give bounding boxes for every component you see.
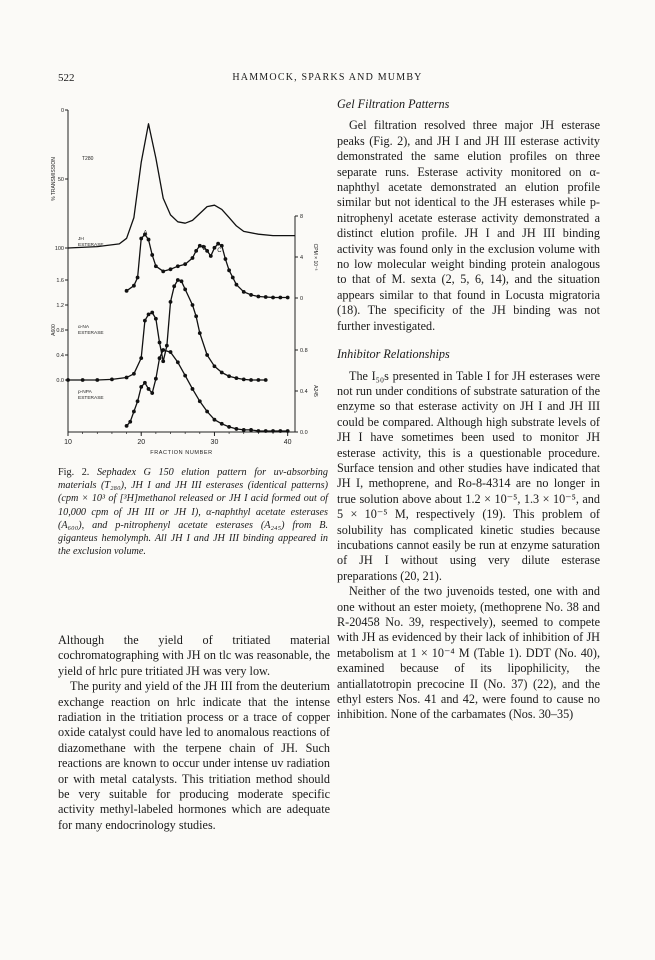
y-tick-label: 0 — [60, 108, 64, 114]
data-point — [249, 428, 253, 432]
elution-chart — [48, 98, 320, 458]
data-point — [176, 360, 180, 364]
data-point — [125, 376, 129, 380]
data-point — [213, 418, 217, 422]
series-label-line1: α-NA — [78, 325, 90, 330]
data-point — [235, 376, 239, 380]
data-point — [286, 429, 290, 433]
data-point — [249, 378, 253, 382]
data-point — [227, 374, 231, 378]
data-point — [191, 303, 195, 307]
right-axis-title: CPM × 10⁻³ — [312, 243, 318, 271]
data-point — [242, 290, 246, 294]
data-point — [209, 254, 213, 258]
data-point — [180, 279, 184, 283]
data-point — [165, 344, 169, 348]
y-tick-label: 0.8 — [300, 348, 308, 354]
data-point — [227, 268, 231, 272]
data-point — [139, 385, 143, 389]
left-axis-title: % TRANSMISSION — [51, 157, 57, 201]
y-tick-label: 0.0 — [300, 430, 308, 436]
series-label-line2: ESTERASE — [78, 243, 104, 248]
series-label-line1: JH — [78, 237, 84, 242]
left-paragraph-2: The purity and yield of the JH III from the deuterium exchange reaction on hrlc indicate that the intense radiation in the tritiation process or a trace of copper oxide catalyst could have led to anomalous reactions of diazomethane with the terpene chain of JH. Such reactions are known to occur under intense uv radiation or with metal catalysts. This tritiation method should be very suitable for producing moderate specific activity methyl-labeled hormones which are adequate for many endocrinology studies. — [58, 679, 330, 832]
data-point — [213, 364, 217, 368]
data-point — [176, 278, 180, 282]
peak-label: A — [143, 230, 148, 237]
series-label-line2: ESTERASE — [78, 396, 104, 401]
caption-lead: Fig. 2. — [58, 467, 90, 478]
right-axis-title: A245 — [312, 385, 318, 397]
data-point — [278, 429, 282, 433]
data-point — [158, 356, 162, 360]
data-point — [205, 410, 209, 414]
figure-2 — [48, 98, 320, 458]
data-point — [125, 289, 129, 293]
left-text-column — [58, 633, 330, 833]
data-point — [169, 267, 173, 271]
data-point — [132, 284, 136, 288]
data-point — [154, 264, 158, 268]
data-point — [256, 295, 260, 299]
data-point — [227, 425, 231, 429]
data-point — [147, 387, 151, 391]
data-point — [224, 257, 228, 261]
y-tick-label: 4 — [300, 255, 304, 261]
data-point — [128, 420, 132, 424]
peak-label: B — [202, 245, 207, 252]
data-point — [194, 249, 198, 253]
page-header — [0, 72, 655, 86]
data-point — [271, 296, 275, 300]
x-tick-label: 30 — [210, 439, 219, 446]
data-point — [169, 350, 173, 354]
data-point — [132, 372, 136, 376]
data-point — [198, 399, 202, 403]
data-point — [183, 374, 187, 378]
running-head: HAMMOCK, SPARKS AND MUMBY — [232, 72, 423, 83]
data-point — [183, 262, 187, 266]
data-point — [125, 424, 129, 428]
section-heading-inhibitor: Inhibitor Relationships — [337, 347, 450, 362]
x-tick-label: 20 — [137, 439, 146, 446]
data-point — [139, 237, 143, 241]
data-point — [154, 377, 158, 381]
caption-body: Sephadex G 150 elution pattern for uv-absorbing materials (T₂₈₀), JH I and JH III esterases (identical patterns) (cpm × 10³ of [³H]methanol released or JH I acid formed out of 10,000 cpm of JH III or JH I), α-naphthyl acetate esterases (A₆₀₀), and p-nitrophenyl acetate esterases (A₂₄₅) from B. giganteus hemolymph. All JH I and JH III binding appeared in the exclusion volume. — [58, 467, 328, 558]
data-point — [249, 293, 253, 297]
data-point — [150, 253, 154, 257]
gel-filtration-paragraph: Gel filtration resolved three major JH esterase peaks (Fig. 2), and JH I and JH III esterase activity demonstrated the same elution profiles on three separate runs. Esterase activity monitored on α-naphthyl acetate demonstrated an elution profile similar but not identical to the JH esterases while p-nitrophenyl acetate esterase activity demonstrated a distinct elution profile. JH I and JH III binding activity was found only in the exclusion volume with no low molecular weight binding protein analogous to that of M. sexta (2, 5, 6, 14), and the situation appears similar to that found in Locusta migratoria (18). The specificity of the JH binding was not further investigated. — [337, 118, 600, 333]
y-tick-label: 0.4 — [56, 353, 64, 359]
y-tick-label: 1.6 — [56, 278, 64, 284]
right-text-column — [337, 97, 600, 723]
data-point — [132, 410, 136, 414]
data-point — [278, 296, 282, 300]
data-point — [154, 317, 158, 321]
data-point — [213, 246, 217, 250]
data-point — [161, 269, 165, 273]
y-tick-label: 8 — [300, 214, 304, 220]
data-point — [264, 378, 268, 382]
x-axis-label: FRACTION NUMBER — [150, 450, 213, 456]
left-paragraph-1: Although the yield of tritiated material cochromatographing with JH on tlc was reasonable, the yield of hrlc pure tritiated JH was very low. — [58, 633, 330, 678]
data-point — [264, 429, 268, 433]
data-point — [158, 341, 162, 345]
data-point — [220, 371, 224, 375]
data-point — [81, 378, 85, 382]
page-number: 522 — [58, 72, 75, 84]
data-point — [191, 387, 195, 391]
data-point — [271, 429, 275, 433]
data-point — [147, 238, 151, 242]
figure-caption — [58, 466, 328, 558]
data-point — [143, 381, 147, 385]
series-line-3 — [127, 350, 288, 431]
series-label-t280: T280 — [82, 156, 94, 162]
data-point — [242, 377, 246, 381]
y-tick-label: 0.4 — [300, 389, 308, 395]
left-axis-title: A600 — [51, 324, 57, 336]
series-label-line1: p-NPA — [78, 390, 92, 395]
y-tick-label: 0.0 — [56, 378, 64, 384]
data-point — [235, 283, 239, 287]
y-tick-label: 0 — [300, 296, 304, 302]
data-point — [183, 287, 187, 291]
data-point — [169, 300, 173, 304]
data-point — [205, 353, 209, 357]
data-point — [150, 311, 154, 315]
data-point — [216, 242, 220, 246]
data-point — [161, 359, 165, 363]
data-point — [256, 378, 260, 382]
data-point — [136, 399, 140, 403]
data-point — [198, 331, 202, 335]
inhibitor-paragraph-1: The I₅₀s presented in Table I for JH esterases were not run under conditions of substrate saturation of the enzyme so that esterase activity on JH I and JH III could be compared. Although high substrate levels of JH I have sometimes been used to monitor JH esterase activity, this is a questionable procedure. Surface tension and other studies have indicated that JH I, methoprene, and Ro-8-4314 are no longer in true solution above about 1.2 × 10⁻⁵, 1.3 × 10⁻⁵, and 5 × 10⁻⁵ M, respectively (19). This problem of solubility has complicated kinetic studies because incubations cannot easily be run at enzyme saturation of JH I without using very dilute esterase preparations (20, 21). — [337, 368, 600, 583]
data-point — [198, 244, 202, 248]
data-point — [95, 378, 99, 382]
series-line-2 — [68, 280, 266, 380]
section-heading-gel-filtration: Gel Filtration Patterns — [337, 97, 450, 111]
data-point — [110, 377, 114, 381]
y-tick-label: 1.2 — [56, 303, 64, 309]
x-tick-label: 40 — [283, 439, 292, 446]
data-point — [235, 427, 239, 431]
inhibitor-paragraph-2: Neither of the two juvenoids tested, one with and one without an ester moiety, (methoprene No. 38 and R-20458 No. 39, respectively), seemed to compete with JH as evidenced by their lack of inhibition of JH metabolism at 1 × 10⁻⁴ M (Table 1). DDT (No. 40), examined because of its lipophilicity, the antiallatotropin precocine II (No. 37) (22), and the ethyl esters Nos. 41 and 42, were found to cause no inhibition. None of the carbamates (Nos. 30–35) — [337, 584, 600, 722]
data-point — [139, 356, 143, 360]
data-point — [286, 296, 290, 300]
data-point — [143, 319, 147, 323]
data-point — [264, 295, 268, 299]
x-tick-label: 10 — [64, 439, 72, 446]
y-tick-label: 0.8 — [56, 328, 64, 334]
data-point — [66, 378, 70, 382]
data-point — [176, 264, 180, 268]
data-point — [220, 422, 224, 426]
data-point — [136, 276, 140, 280]
y-tick-label: 100 — [54, 246, 64, 252]
peak-label: C — [217, 247, 222, 254]
data-point — [191, 256, 195, 260]
data-point — [194, 314, 198, 318]
data-point — [256, 429, 260, 433]
data-point — [147, 312, 151, 316]
series-line-0 — [68, 124, 295, 248]
data-point — [172, 284, 176, 288]
data-point — [150, 391, 154, 395]
data-point — [242, 428, 246, 432]
series-line-1 — [127, 234, 288, 297]
data-point — [231, 276, 235, 280]
data-point — [161, 348, 165, 352]
series-label-line2: ESTERASE — [78, 331, 104, 336]
y-tick-label: 50 — [57, 177, 64, 183]
